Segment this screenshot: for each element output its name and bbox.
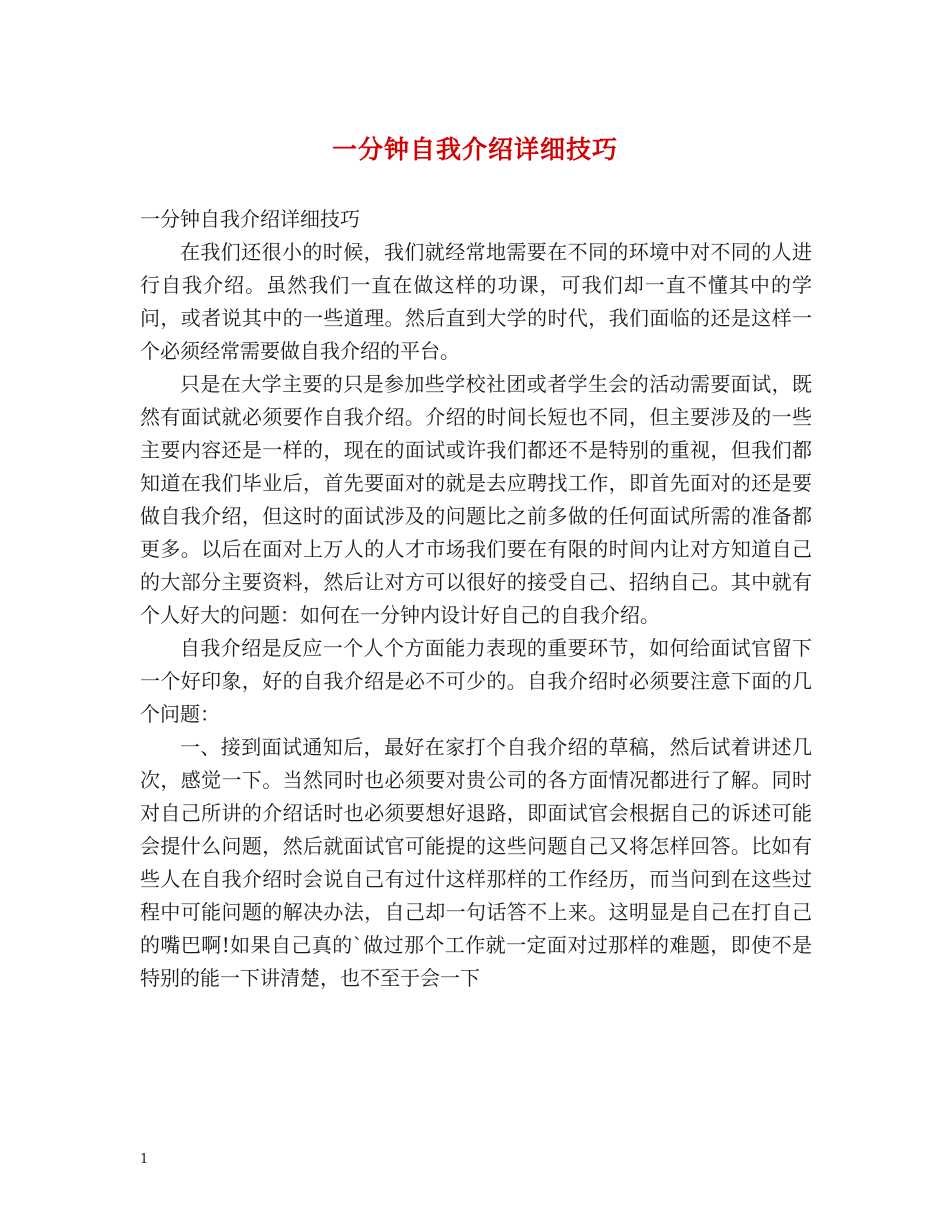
paragraph-4: 一、接到面试通知后，最好在家打个自我介绍的草稿，然后试着讲述几次，感觉一下。当然同时也必须要对贵公司的各方面情况都进行了解。同时对自己所讲的介绍话时也必须要想好退路，即面试官会根据自己的诉述可能会提什么问题，然后就面试官可能提的这些问题自己又将怎样回答。比如有些人在自我介绍时会说自己有过什这样那样的工作经历，而当问到在这些过程中可能问题的解决办法，自己却一句话答不上来。这明显是自己在打自己的嘴巴啊!如果自己真的`做过那个工作就一定面对过那样的难题，即使不是特别的能一下讲清楚，也不至于会一下 (140, 735, 812, 990)
paragraph-2: 只是在大学主要的只是参加些学校社团或者学生会的活动需要面试，既然有面试就必须要作自我介绍。介绍的时间长短也不同，但主要涉及的一些主要内容还是一样的，现在的面试或许我们都还不是特别的重视，但我们都知道在我们毕业后，首先要面对的就是去应聘找工作，即首先面对的还是要做自我介绍，但这时的面试涉及的问题比之前多做的任何面试所需的准备都更多。以后在面对上万人的人才市场我们要在有限的时间内让对方知道自己的大部分主要资料，然后让对方可以很好的接受自己、招纳自己。其中就有个人好大的问题：如何在一分钟内设计好自己的自我介绍。 (140, 372, 812, 627)
paragraph-1: 在我们还很小的时候，我们就经常地需要在不同的环境中对不同的人进行自我介绍。虽然我们一直在做这样的功课，可我们却一直不懂其中的学问，或者说其中的一些道理。然后直到大学的时代，我们面临的还是这样一个必须经常需要做自我介绍的平台。 (140, 240, 812, 363)
page-number: 1 (140, 1152, 149, 1167)
paragraph-3: 自我介绍是反应一个人个方面能力表现的重要环节，如何给面试官留下一个好印象，好的自我介绍是必不可少的。自我介绍时必须要注意下面的几个问题： (140, 636, 812, 726)
document-body (140, 203, 812, 995)
document-title: 一分钟自我介绍详细技巧 (331, 135, 618, 164)
document-subtitle: 一分钟自我介绍详细技巧 (140, 207, 360, 231)
